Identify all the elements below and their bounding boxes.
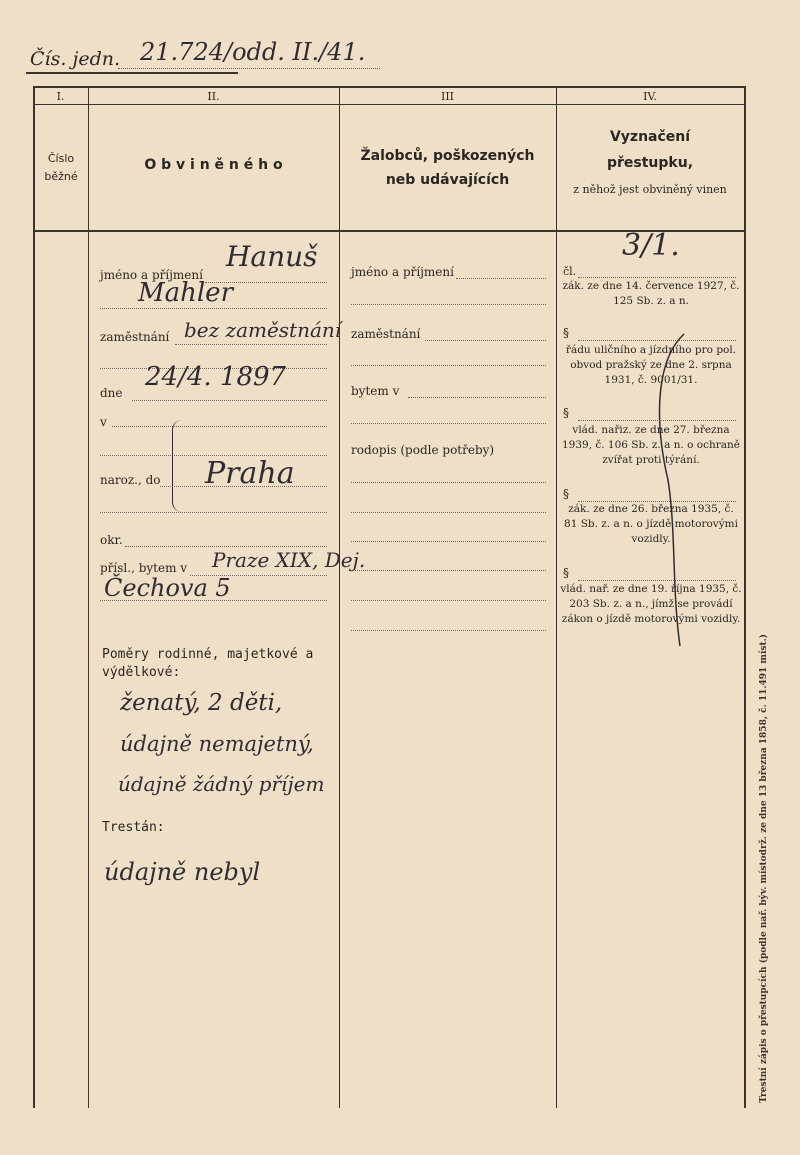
table-left-border [33,86,35,1108]
law-5-prefix: § [563,566,569,580]
accused-name-value-1: Hanuš [226,240,318,273]
col-2-title: O b v i n ě n é h o [144,157,283,173]
accused-family-line-1: ženatý, 2 děti, [120,690,283,716]
accused-name-value-2: Mahler [138,278,233,308]
offense-handwritten-mark: 3/1. [622,228,680,263]
plaintiff-occupation-label: zaměstnání [351,327,421,341]
accused-family-line-3: údajně žádný příjem [118,772,325,796]
plaintiff-name-label: jméno a příjmení [351,265,454,279]
accused-punished-label: Trestán: [102,820,165,835]
accused-date-label: dne [100,386,123,400]
col-4-title: Vyznačení přestupku, [606,129,694,171]
accused-district-label: okr. [100,533,123,547]
table-top-border [33,86,745,88]
file-number-label: Čís. jedn. [30,48,121,70]
accused-born-value: Praha [205,456,295,491]
accused-occupation-value: bez zaměstnání [184,318,342,342]
col-3-roman: III [440,90,455,103]
file-number-handwritten: 21.724/odd. II./41. [140,38,366,66]
law-2-text: řádu uličního a jízdního pro pol. obvod pražský ze dne 2. srpna 1931, č. 9001/31. [565,344,737,386]
col-divider-1 [88,86,89,1108]
law-1-line [578,277,736,278]
plaintiff-residence-label: bytem v [351,384,400,398]
accused-date-value: 24/4. 1897 [145,362,287,392]
accused-name-line-2 [100,308,327,309]
bracket-mark [172,420,183,512]
accused-punished-value: údajně nebyl [104,858,261,886]
accused-family-line-2: údajně nemajetný, [120,732,314,756]
col-1-title: Číslo běžné [44,152,78,183]
col-1-roman: I. [56,90,65,103]
law-3-prefix: § [563,406,569,420]
plaintiff-residence-line [408,397,546,398]
side-note: Trestní zápis o přestupcích (podle nař. býv. místodrž. ze dne 13 března 1858, č. 11.491 míst.) [759,634,769,1103]
law-1-text: zák. ze dne 14. července 1927, č. 125 Sb. z. a n. [562,280,740,307]
table-right-border [744,86,746,1108]
plaintiff-line-h [351,600,546,601]
roman-row-border [33,104,745,105]
accused-residence-value-1: Praze XIX, Dej. [212,548,366,572]
plaintiff-name-line [456,278,546,279]
law-5-line [578,580,736,581]
law-2-line [578,340,736,341]
law-4-text: zák. ze dne 26. března 1935, č. 81 Sb. z. a n. o jízdě motorovými vozidly. [564,503,738,545]
plaintiff-line-c [351,423,546,424]
plaintiff-description-label: rodopis (podle potřeby) [351,443,495,457]
law-5-text: vlád. nař. ze dne 19. října 1935, č. 203 Sb. z. a n., jímž se provádí zákon o jízdě motorovými vozidly. [560,583,742,625]
accused-in-label: v [100,415,107,429]
col-4-roman: IV. [643,90,657,103]
law-2-prefix: § [563,326,569,340]
accused-name-label: jméno a příjmení [100,268,203,282]
plaintiff-line-b [351,365,546,366]
col-2-roman: II. [207,90,220,103]
header-underline [26,72,238,74]
accused-family-label: Poměry rodinné, majetkové a výdělkové: [102,647,314,680]
plaintiff-line-i [351,630,546,631]
plaintiff-line-a [351,304,546,305]
accused-occupation-line [175,344,327,345]
accused-born-line-2 [100,512,327,513]
accused-residence-label: přísl., bytem v [100,561,188,575]
accused-residence-value-2: Čechova 5 [104,574,231,602]
accused-born-label: naroz., do [100,473,161,487]
plaintiff-line-g [351,570,546,571]
plaintiff-line-e [351,512,546,513]
law-3-line [578,420,736,421]
accused-district-line [125,546,327,547]
plaintiff-occupation-line [425,340,546,341]
col-divider-2 [339,86,340,1108]
plaintiff-line-f [351,541,546,542]
law-1-prefix: čl. [563,265,577,278]
law-3-text: vlád. nařiz. ze dne 27. března 1939, č. 106 Sb. z. a n. o ochraně zvířat proti týrání. [561,424,741,466]
file-number-line [118,68,380,69]
law-4-prefix: § [563,487,569,501]
col-3-title: Žalobců, poškozených neb udávajících [360,148,535,188]
accused-date-line [132,400,327,401]
plaintiff-line-d [351,482,546,483]
accused-in-line [112,426,327,427]
accused-occupation-label: zaměstnání [100,330,170,344]
col-divider-3 [556,86,557,1108]
col-4-subtitle: z něhož jest obviněný vinen [573,183,727,196]
